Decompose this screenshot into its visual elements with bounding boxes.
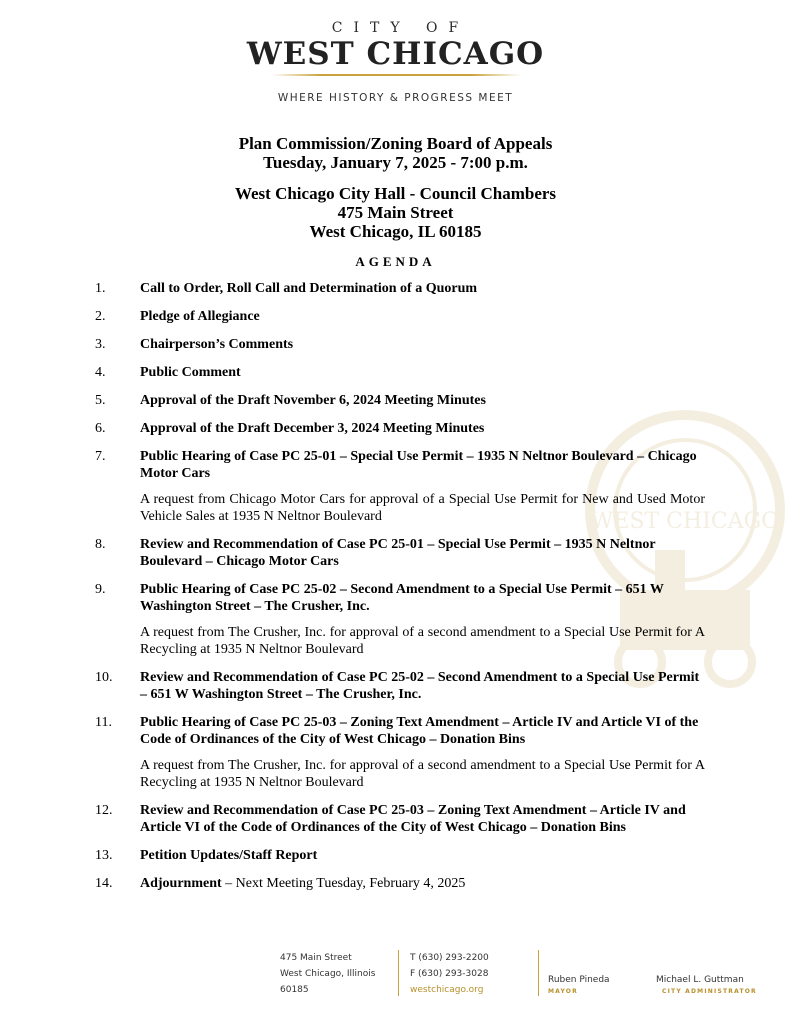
agenda-item-number: 3. xyxy=(95,337,106,352)
logo-tagline: WHERE HISTORY & PROGRESS MEET xyxy=(277,92,514,104)
logo-city-of: CITY OF xyxy=(331,20,470,36)
agenda-item-description: A request from Chicago Motor Cars for approval of a Special Use Permit for New and Used Motor Vehicle Sales at 1935 N Neltnor Boulevard xyxy=(140,492,705,524)
agenda-item xyxy=(95,280,705,297)
footer-fax: F (630) 293-3028 xyxy=(410,969,489,979)
page-footer xyxy=(0,950,791,1010)
agenda-item-tail: – Next Meeting Tuesday, February 4, 2025 xyxy=(221,876,466,891)
meeting-city: West Chicago, IL 60185 xyxy=(309,222,482,241)
agenda-item-title: Review and Recommendation of Case PC 25-02 – Second Amendment to a Special Use Permit – 651 W Washington Street – The Crusher, Inc. xyxy=(140,670,700,702)
administrator-name: Michael L. Guttman xyxy=(656,975,744,985)
agenda-title: AGENDA xyxy=(355,254,436,269)
footer-administrator xyxy=(656,974,757,998)
agenda-item-number: 11. xyxy=(95,715,112,730)
meeting-street: 475 Main Street xyxy=(337,203,454,222)
logo-name: WEST CHICAGO xyxy=(246,36,545,72)
agenda-item-description: A request from The Crusher, Inc. for approval of a second amendment to a Special Use Permit for A Recycling at 1935 N Neltnor Boulevard xyxy=(140,758,705,790)
agenda-item-title: Petition Updates/Staff Report xyxy=(140,848,318,863)
footer-divider xyxy=(538,950,539,996)
agenda-item-number: 5. xyxy=(95,393,106,408)
agenda-item-number: 14. xyxy=(95,876,113,891)
footer-contact xyxy=(410,950,489,998)
agenda-item-title: Call to Order, Roll Call and Determination of a Quorum xyxy=(140,281,478,296)
agenda-item-title: Review and Recommendation of Case PC 25-01 – Special Use Permit – 1935 N Neltnor Boulevard – Chicago Motor Cars xyxy=(140,537,656,569)
agenda-item-number: 13. xyxy=(95,848,113,863)
meeting-datetime: Tuesday, January 7, 2025 - 7:00 p.m. xyxy=(263,153,528,172)
agenda-item-number: 1. xyxy=(95,281,106,296)
agenda-item-title: Public Hearing of Case PC 25-03 – Zoning Text Amendment – Article IV and Article VI of the Code of Ordinances of the City of West Chicago – Donation Bins xyxy=(140,715,699,747)
agenda-item xyxy=(95,581,705,658)
meeting-venue: West Chicago City Hall - Council Chambers xyxy=(234,184,557,203)
agenda-item-number: 9. xyxy=(95,582,106,597)
agenda-item-title: Public Hearing of Case PC 25-02 – Second Amendment to a Special Use Permit – 651 W Washington Street – The Crusher, Inc. xyxy=(140,582,664,614)
footer-address-line: West Chicago, Illinois xyxy=(280,969,376,979)
meeting-location xyxy=(0,184,791,241)
agenda-item-number: 10. xyxy=(95,670,113,685)
footer-divider xyxy=(398,950,399,996)
agenda-item-number: 12. xyxy=(95,803,113,818)
meeting-header xyxy=(0,134,791,172)
agenda-item xyxy=(95,336,705,353)
agenda-item xyxy=(95,714,705,791)
watermark-text: WEST CHICAGO xyxy=(590,509,780,534)
agenda-item xyxy=(95,536,705,570)
footer-address xyxy=(280,950,375,998)
agenda-item xyxy=(95,802,705,836)
footer-address-line: 60185 xyxy=(280,985,309,995)
agenda-item xyxy=(95,420,705,437)
agenda-item xyxy=(95,392,705,409)
administrator-role: CITY ADMINISTRATOR xyxy=(662,988,757,995)
agenda-item-number: 8. xyxy=(95,537,106,552)
agenda-item-title: Chairperson’s Comments xyxy=(140,337,294,352)
agenda-item xyxy=(95,448,705,525)
footer-mayor xyxy=(548,974,610,998)
agenda-item-title: Approval of the Draft November 6, 2024 Meeting Minutes xyxy=(140,393,486,408)
city-logo xyxy=(0,20,791,104)
agenda-item-number: 6. xyxy=(95,421,106,436)
agenda-item-title: Approval of the Draft December 3, 2024 Meeting Minutes xyxy=(140,421,485,436)
agenda-item-title: Adjournment xyxy=(140,876,222,891)
footer-phone: T (630) 293-2200 xyxy=(410,953,489,963)
meeting-body: Plan Commission/Zoning Board of Appeals xyxy=(238,134,553,153)
agenda-item-number: 2. xyxy=(95,309,106,324)
agenda-item-title: Public Hearing of Case PC 25-01 – Special Use Permit – 1935 N Neltnor Boulevard – Chicago Motor Cars xyxy=(140,449,697,481)
agenda-item-title: Pledge of Allegiance xyxy=(140,309,260,324)
agenda-item xyxy=(95,364,705,381)
agenda-item-title: Review and Recommendation of Case PC 25-03 – Zoning Text Amendment – Article IV and Article VI of the Code of Ordinances of the City of West Chicago – Donation Bins xyxy=(140,803,686,835)
agenda-item-number: 4. xyxy=(95,365,106,380)
agenda-item-number: 7. xyxy=(95,449,106,464)
agenda-item xyxy=(95,847,705,864)
logo-rule xyxy=(271,74,521,76)
agenda-list xyxy=(95,280,705,892)
mayor-role: MAYOR xyxy=(548,988,578,995)
agenda-item-title: Public Comment xyxy=(140,365,241,380)
agenda-item xyxy=(95,308,705,325)
mayor-name: Ruben Pineda xyxy=(548,975,610,985)
agenda-item-description: A request from The Crusher, Inc. for approval of a second amendment to a Special Use Permit for A Recycling at 1935 N Neltnor Boulevard xyxy=(140,625,705,657)
footer-address-line: 475 Main Street xyxy=(280,953,352,963)
footer-website-link[interactable]: westchicago.org xyxy=(410,985,484,995)
agenda-item xyxy=(95,669,705,703)
agenda-item xyxy=(95,875,705,892)
